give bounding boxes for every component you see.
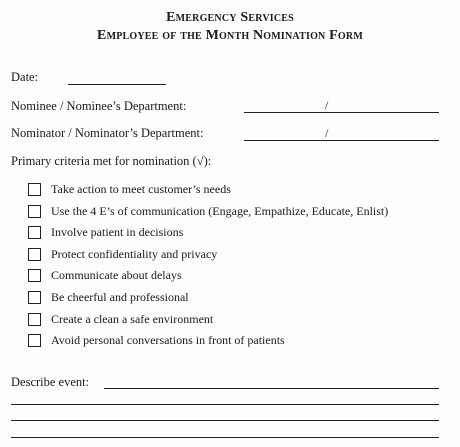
nominator-separator: / <box>325 126 329 140</box>
criteria-heading: Primary criteria met for nomination (√): <box>11 154 212 168</box>
nominator-field-line[interactable] <box>244 140 439 141</box>
criteria-item <box>28 310 213 328</box>
criteria-item-label: Use the 4 E’s of communication (Engage, Empathize, Educate, Enlist) <box>51 203 389 218</box>
criteria-item <box>28 223 183 241</box>
event-line-2[interactable] <box>11 404 439 405</box>
criteria-item <box>28 245 217 263</box>
date-field-line[interactable] <box>68 84 166 85</box>
describe-event-label: Describe event: <box>11 375 90 389</box>
nominator-label: Nominator / Nominator’s Department: <box>11 126 204 140</box>
criteria-checkbox[interactable] <box>28 183 41 196</box>
criteria-item-label: Be cheerful and professional <box>51 289 189 304</box>
nominee-separator: / <box>325 98 329 112</box>
criteria-item-label: Protect confidentiality and privacy <box>51 246 218 261</box>
criteria-checkbox[interactable] <box>28 248 41 261</box>
criteria-checkbox[interactable] <box>28 291 41 304</box>
criteria-checkbox[interactable] <box>28 205 41 218</box>
criteria-item-label: Involve patient in decisions <box>51 224 184 239</box>
criteria-item <box>28 266 182 284</box>
criteria-checkbox[interactable] <box>28 334 41 347</box>
event-line-3[interactable] <box>11 420 439 421</box>
criteria-item-label: Create a clean a safe environment <box>51 311 214 326</box>
criteria-item <box>28 288 189 306</box>
event-line-1[interactable] <box>104 388 439 389</box>
criteria-checkbox[interactable] <box>28 269 41 282</box>
form-department-title: Emergency Services <box>166 10 294 25</box>
event-line-4[interactable] <box>11 437 439 438</box>
criteria-checkbox[interactable] <box>28 313 41 326</box>
nominee-label: Nominee / Nominee’s Department: <box>11 99 187 113</box>
criteria-checkbox[interactable] <box>28 226 41 239</box>
criteria-item <box>28 331 285 349</box>
criteria-item-label: Take action to meet customer’s needs <box>51 181 231 196</box>
criteria-item <box>28 202 388 220</box>
criteria-item-label: Avoid personal conversations in front of patients <box>51 332 285 347</box>
date-label: Date: <box>11 70 39 84</box>
criteria-item-label: Communicate about delays <box>51 267 182 282</box>
criteria-item <box>28 180 231 198</box>
form-title: Employee of the Month Nomination Form <box>97 28 363 43</box>
nominee-field-line[interactable] <box>244 112 439 113</box>
